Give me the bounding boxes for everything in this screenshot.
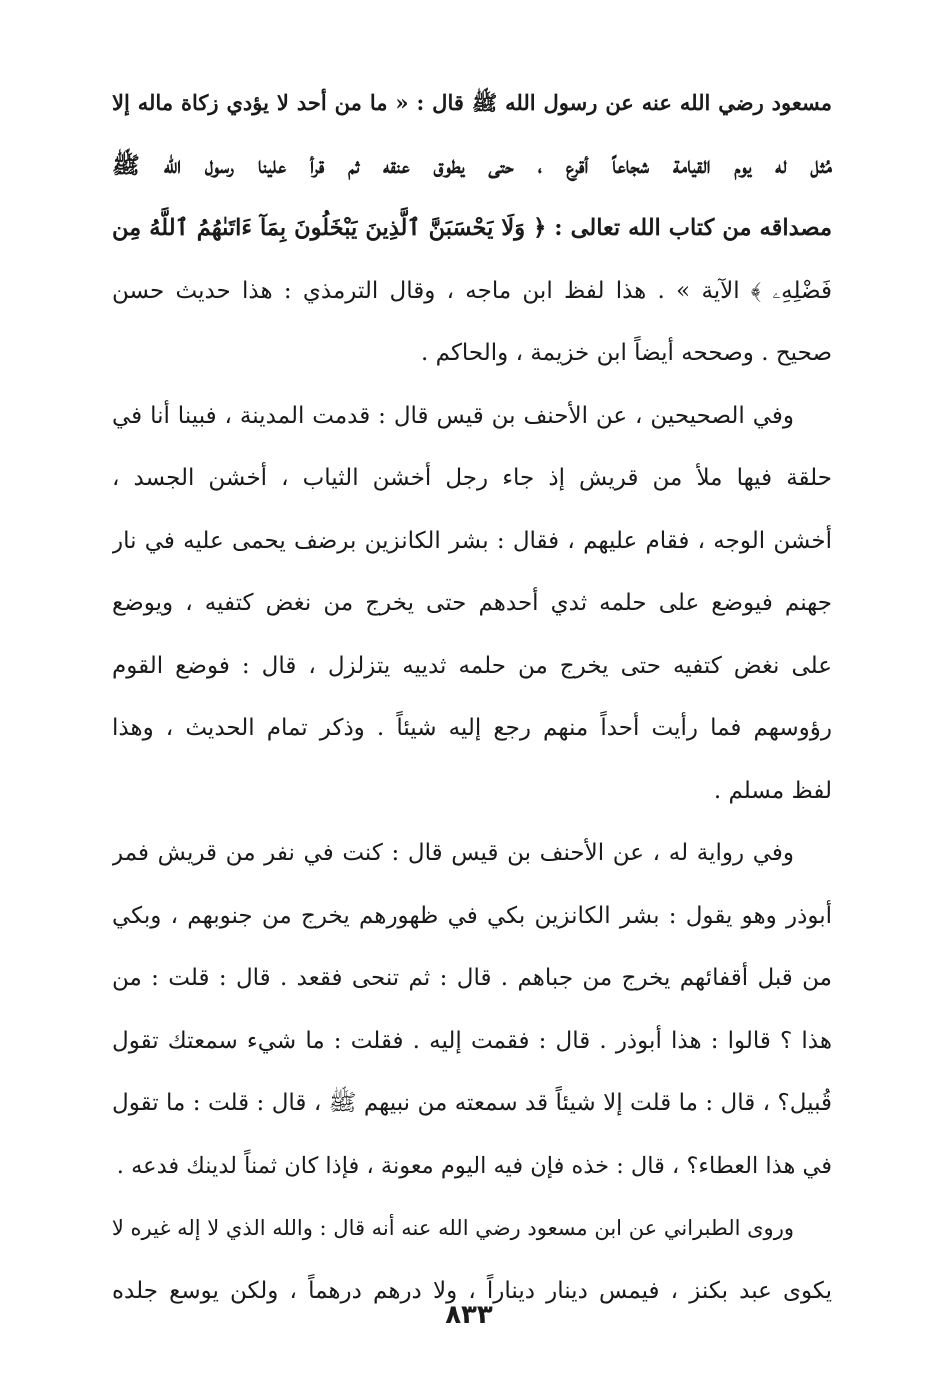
text-line: قُبيل؟ ، قال : ما قلت إلا شيئاً قد سمعته من نبيهم ﷺ ، قال : قلت : ما تقول — [112, 1090, 832, 1116]
text-line: من قبل أقفائهم يخرج من جباهم . قال : ثم تنحى فقعد . قال : قلت : من — [112, 965, 832, 991]
text-line: هذا ؟ قالوا : هذا أبوذر . قال : فقمت إليه . فقلت : ما شيء سمعتك تقول — [112, 1027, 832, 1054]
text-line: وفي رواية له ، عن الأحنف بن قيس قال : كنت في نفر من قريش فمر — [112, 840, 794, 866]
text-line: رؤوسهم فما رأيت أحداً منهم رجع إليه شيئاً . وذكر تمام الحديث ، وهذا — [112, 715, 832, 741]
text-line: وروى الطبراني عن ابن مسعود رضي الله عنه أنه قال : والله الذي لا إله غيره لا — [112, 1216, 794, 1240]
text-line: جهنم فيوضع على حلمه ثدي أحدهم حتى يخرج من نغض كتفيه ، ويوضع — [112, 590, 832, 616]
text-line: فَضْلِهِۦ ﴾ الآية » . هذا لفظ ابن ماجه ، وقال الترمذي : هذا حديث حسن — [112, 277, 832, 304]
page-number: ٨٣٣ — [445, 1300, 493, 1330]
text-line: مُثل له يوم القيامة شجاعاً أقرع ، حتى يطوق عنقه ثم قرأ علينا رسول الله ﷺ — [112, 151, 832, 179]
text-line: لفظ مسلم . — [713, 777, 832, 804]
text-line: وفي الصحيحين ، عن الأحنف بن قيس قال : قدمت المدينة ، فبينا أنا في — [112, 402, 794, 429]
text-line: مصداقه من كتاب الله تعالى : ﴿ وَلَا يَحْسَبَنَّ ٱلَّذِينَ يَبْخَلُونَ بِمَآ ءَاتَىٰهُمُ ٱللَّهُ مِن — [112, 215, 832, 241]
text-line: حلقة فيها ملأ من قريش إذ جاء رجل أخشن الثياب ، أخشن الجسد ، — [112, 465, 832, 491]
text-line: في هذا العطاء؟ ، قال : خذه فإن فيه اليوم معونة ، فإذا كان ثمناً لدينك فدعه . — [116, 1152, 832, 1179]
text-line: صحيح . وصححه أيضاً ابن خزيمة ، والحاكم . — [421, 340, 832, 366]
body-text — [112, 72, 832, 1322]
text-line: أخشن الوجه ، فقام عليهم ، فقال : بشر الكانزين برضف يحمى عليه في نار — [112, 527, 832, 554]
text-line: أبوذر وهو يقول : بشر الكانزين بكي في ظهورهم يخرج من جنوبهم ، وبكي — [112, 902, 832, 929]
text-line: يكوى عبد بكنز ، فيمس دينار ديناراً ، ولا درهم درهماً ، ولكن يوسع جلده — [112, 1277, 832, 1304]
text-line: مسعود رضي الله عنه عن رسول الله ﷺ قال : « ما من أحد لا يؤدي زكاة ماله إلا — [112, 90, 832, 115]
text-line: على نغض كتفيه حتى يخرج من حلمه ثدييه يتزلزل ، قال : فوضع القوم — [112, 652, 832, 679]
